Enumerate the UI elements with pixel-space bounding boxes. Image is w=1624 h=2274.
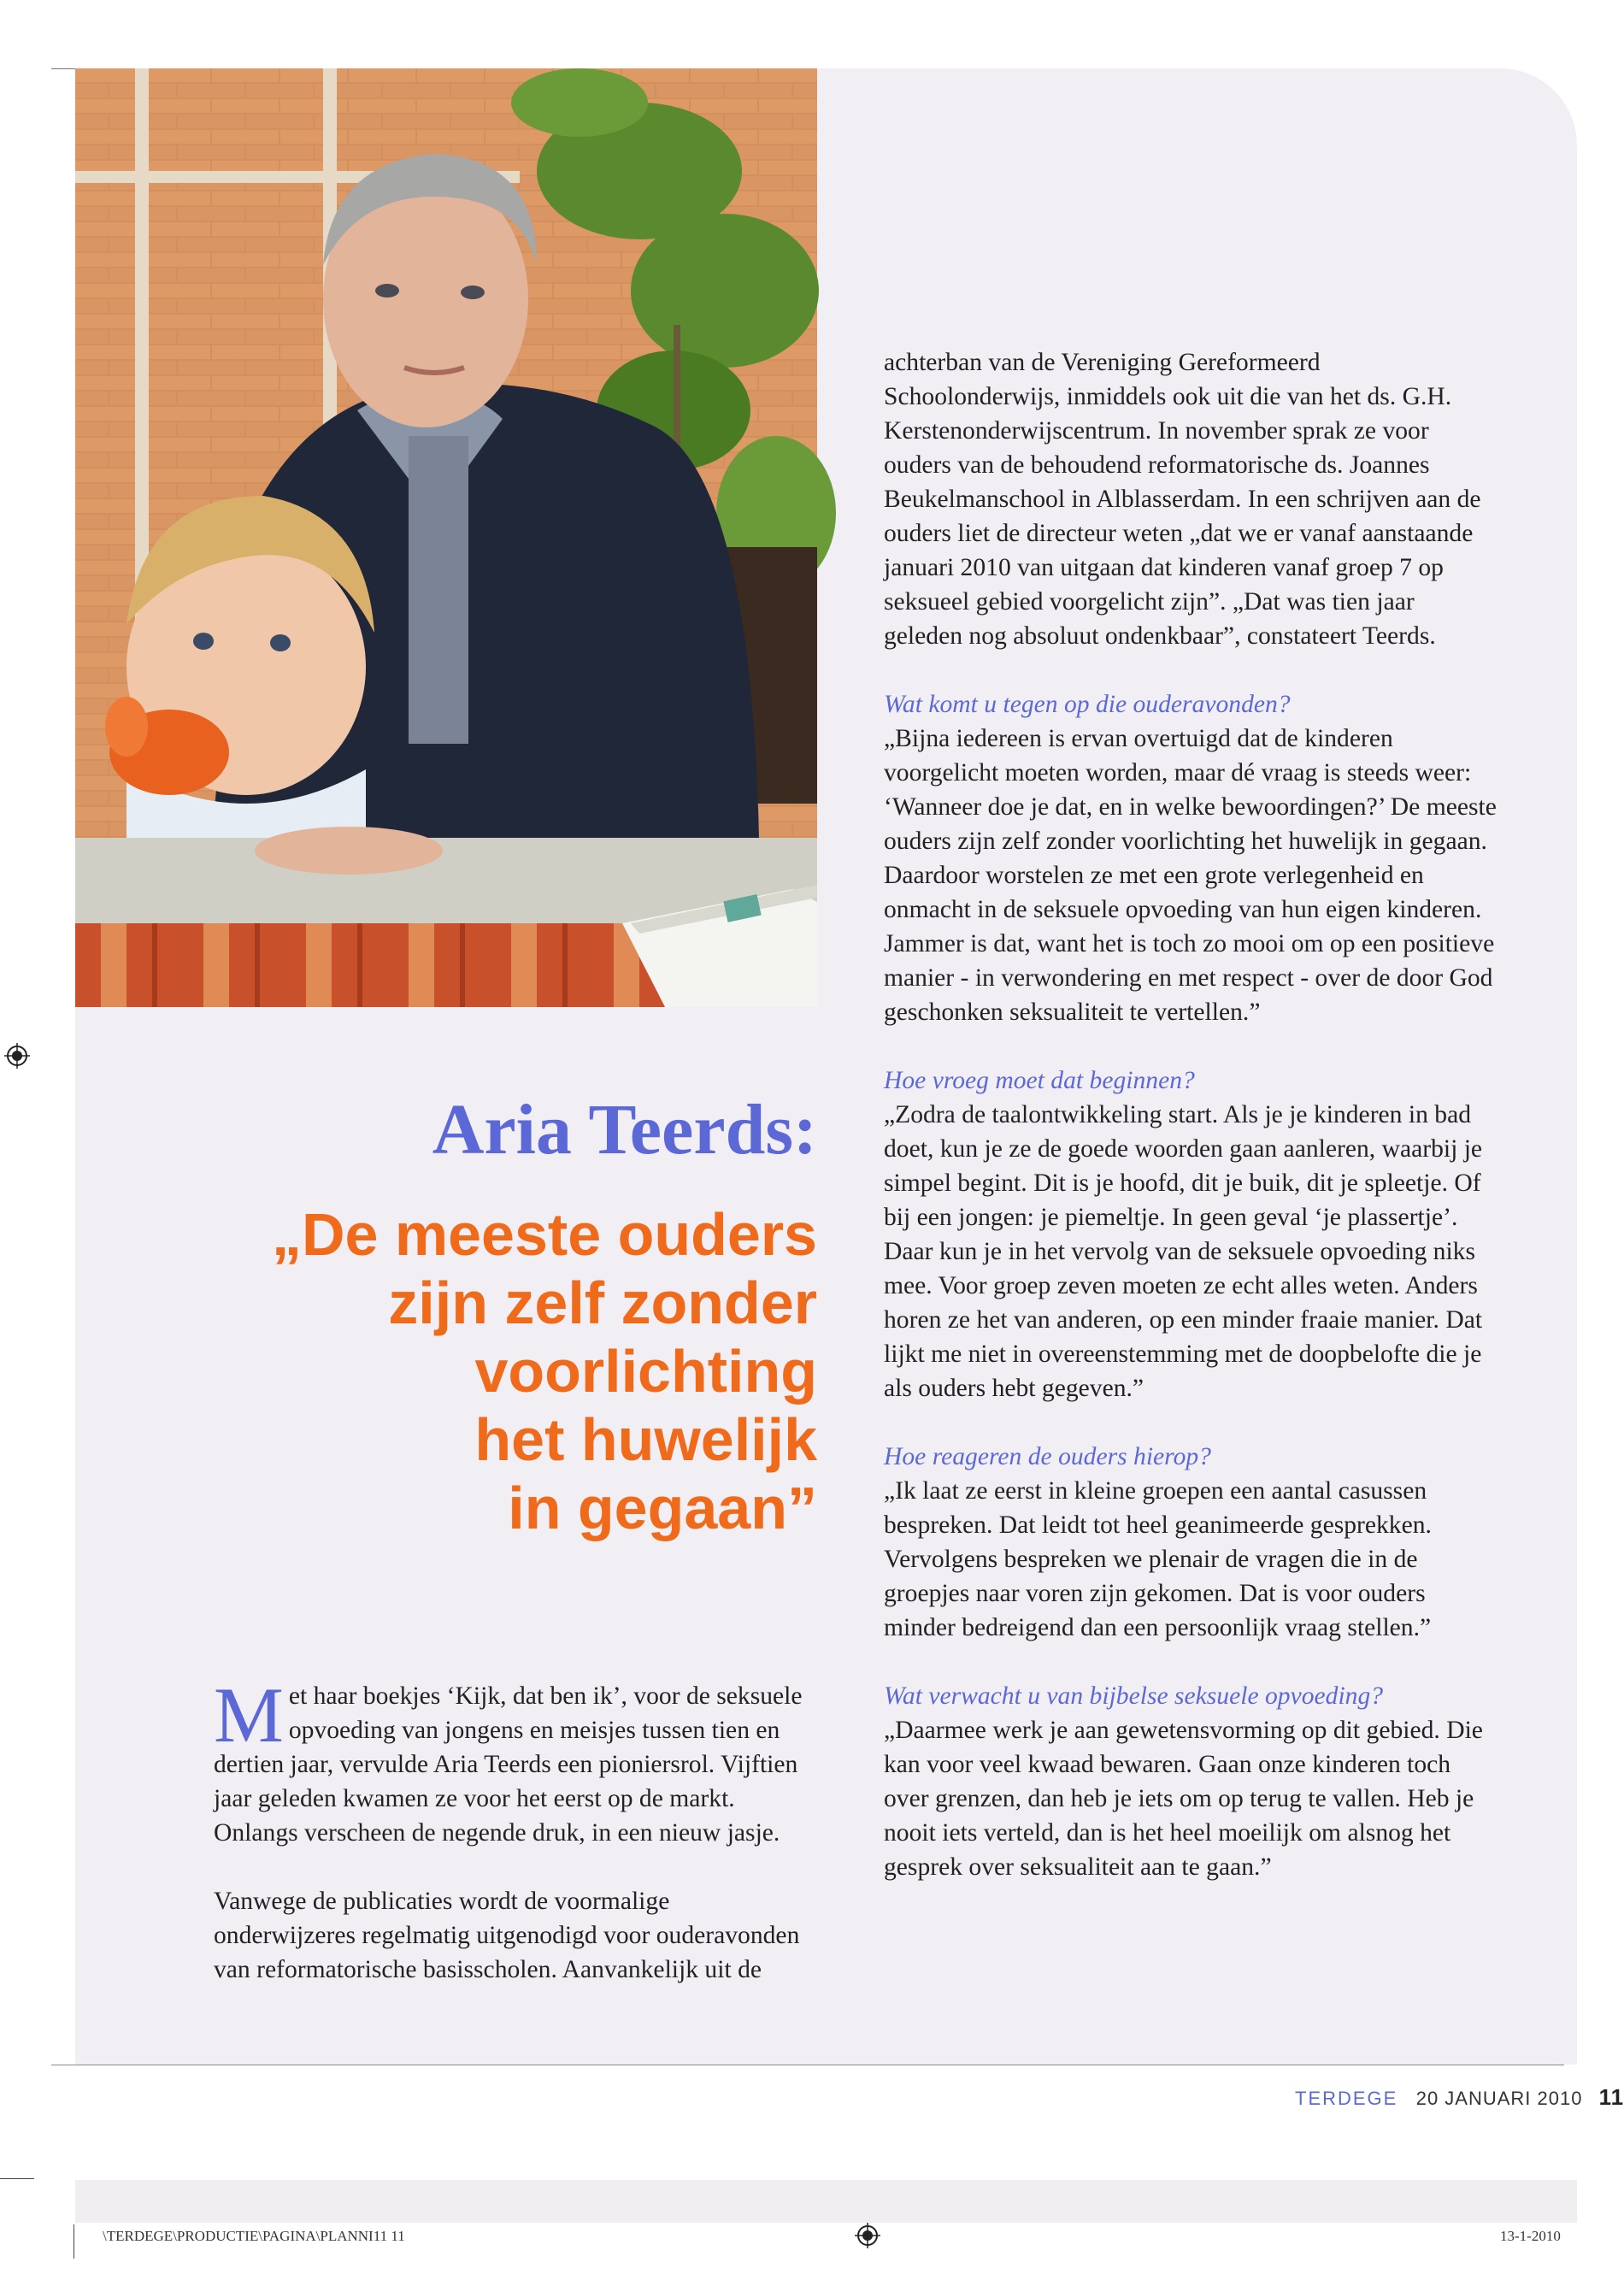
interviewee-name: Aria Teerds: [432, 1090, 817, 1169]
interview-column [884, 345, 1499, 1884]
interview-question: Hoe vroeg moet dat beginnen? [884, 1067, 1195, 1094]
interview-answer: „Bijna iedereen is ervan overtuigd dat de kinderen voorgelicht moeten worden, maar dé vraag is steeds weer: ‘Wanneer doe je dat, en in welke bewoordingen?’ De meeste ouders zijn zelf zonder voorlichting het huwelijk in gegaan. Daardoor worstelen ze met een grote verlegenheid en onmacht in de seksuele opvoeding van hun eigen kinderen. Jammer is dat, want het is toch zo mooi om op een positieve manier - in verwondering en met respect - over de door God geschonken seksualiteit te vertellen.” [884, 725, 1497, 1026]
intro-paragraph-2: Vanwege de publicaties wordt de voormalige onderwijzeres regelmatig uitgenodigd voor ouderavonden van reformatorische basisscholen. Aanvankelijk uit de [214, 1888, 800, 1983]
interview-answer: „Zodra de taalontwikkeling start. Als je je kinderen in bad doet, kun je ze de goede woorden gaan aanleren, waarbij je simpel begint. Dit is je hoofd, dit je buik, dit je spleetje. Of bij een jongen: je piemeltje. In geen geval ‘je plassertje’. Daar kun je in het vervolg van de seksuele opvoeding niks mee. Voor groep zeven moeten ze echt alles weten. Anders horen ze het van anderen, op een minder fraaie manier. Dat lijkt me niet in overeenstemming met de doopbelofte die je als ouders hebt gegeven.” [884, 1101, 1483, 1402]
magazine-name: TERDEGE [1295, 2088, 1398, 2109]
interview-question: Wat verwacht u van bijbelse seksuele opvoeding? [884, 1682, 1384, 1710]
print-margin-band [75, 2180, 1577, 2223]
interview-question: Wat komt u tegen op die ouderavonden? [884, 691, 1291, 718]
page-number: 11 [1598, 2084, 1624, 2110]
pull-quote-line: zijn zelf zonder [388, 1270, 817, 1336]
crop-mark [51, 68, 77, 69]
intro-text: et haar boekjes ‘Kijk, dat ben ik’, voor de seksuele opvoeding van jongens en meisjes tussen tien en dertien jaar, vervulde Aria Teerds een pioniersrol. Vijftien jaar geleden kwamen ze voor het eerst op de markt. Onlangs verscheen de negende druk, in een nieuw jasje. [214, 1682, 803, 1847]
page-footer [1295, 2084, 1624, 2111]
crop-mark [0, 2178, 34, 2179]
interview-answer: „Ik laat ze eerst in kleine groepen een aantal casussen bespreken. Dat leidt tot heel geanimeerde gesprekken. Vervolgens bespreken we plenair de vragen die in de groepjes naar voren zijn gekomen. Dat is voor ouders minder bedreigend dan een persoonlijk vraag stellen.” [884, 1477, 1432, 1641]
interview-answer: „Daarmee werk je aan gewetensvorming op dit gebied. Die kan voor veel kwaad bewaren. Gaan onze kinderen toch over grenzen, dan heb je iets om op terug te vallen. Heb je nooit iets verteld, dan is het heel moeilijk om alsnog het gesprek over seksualiteit aan te gaan.” [884, 1717, 1483, 1881]
article-heading [128, 1090, 817, 1542]
body-paragraph: achterban van de Vereniging Gereformeerd Schoolonderwijs, inmiddels ook uit die van het ds. G.H. Kerstenonderwijscentrum. In november sprak ze voor ouders van de behoudend reformatorische ds. Joannes Beukelmanschool in Alblasserdam. In een schrijven aan de ouders liet de directeur weten „dat we er vanaf aanstaande januari 2010 van uitgaan dat kinderen vanaf groep 7 op seksueel gebied voorgelicht zijn”. „Dat was tien jaar geleden nog absoluut ondenkbaar”, constateert Teerds. [884, 349, 1481, 650]
portrait-photo [75, 68, 817, 1007]
registration-mark-icon [4, 1043, 30, 1069]
pull-quote-line: voorlichting [474, 1338, 817, 1405]
registration-mark-icon [855, 2223, 880, 2248]
pull-quote-line: „De meeste ouders [271, 1201, 817, 1268]
intro-paragraph [214, 1671, 817, 1850]
print-slug-date: 13-1-2010 [1500, 2228, 1561, 2244]
interview-question: Hoe reageren de ouders hierop? [884, 1443, 1211, 1470]
drop-cap: M [214, 1671, 284, 1759]
issue-date: 20 JANUARI 2010 [1415, 2088, 1583, 2109]
intro-column [214, 1671, 817, 1987]
print-slug-path: \TERDEGE\PRODUCTIE\PAGINA\PLANNI11 11 [103, 2228, 405, 2244]
pull-quote-line: het huwelijk [474, 1406, 817, 1473]
pull-quote-line: in gegaan” [508, 1475, 817, 1541]
pull-quote [128, 1200, 817, 1542]
